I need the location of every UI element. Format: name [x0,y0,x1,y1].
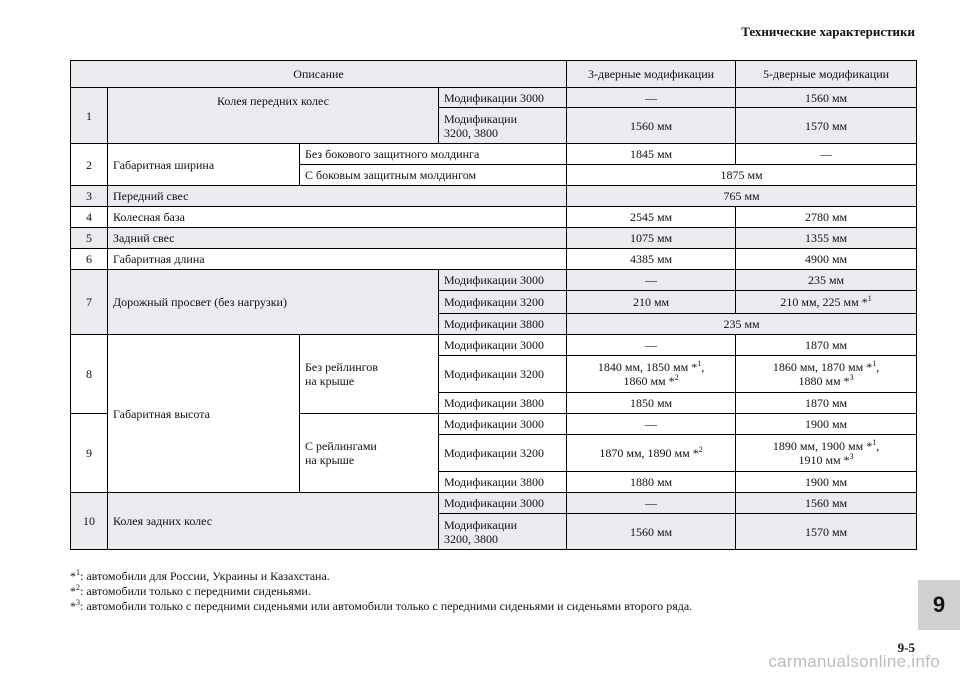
value-text: 210 мм, 225 мм * [780,295,868,309]
value-3door: 1845 мм [567,144,736,165]
footnote-number: 3 [76,598,80,607]
modification-cell: Модификации 3000 [439,335,567,356]
footnote-number: 2 [76,583,80,592]
modification-cell: Модификации 3200, 3800 [439,514,567,550]
value-text: 1890 мм, 1900 мм * [772,439,873,453]
row-number: 1 [71,88,108,144]
value-3door: 4385 мм [567,249,736,270]
row-number: 7 [71,270,108,335]
col-header-description: Описание [71,61,567,88]
footnote-ref: 1 [867,294,872,303]
value-5door: 1900 мм [736,414,917,435]
footnote-ref: 1 [872,438,877,447]
row-label: Габаритная длина [108,249,567,270]
row-number: 10 [71,493,108,550]
value-3door [567,435,736,472]
modification-cell: Модификации 3200, 3800 [439,108,567,144]
row-number: 2 [71,144,108,186]
value-3door: 1075 мм [567,228,736,249]
col-header-5door: 5-дверные модификации [736,61,917,88]
table-header-row [71,61,917,88]
row-label: Передний свес [108,186,567,207]
footnote-text: : автомобили только с передними сиденьями. [80,584,311,598]
value-5door: 1860 мм, 1870 мм *$^1$, 1880 мм *$^3$ [736,356,917,393]
modification-cell: Модификации 3200 [439,291,567,314]
footnotes [70,569,692,614]
footnote-mark: * [70,569,76,583]
modification-cell: Модификации 3000 [439,414,567,435]
row-number: 3 [71,186,108,207]
page-number: 9-5 [897,640,915,655]
value-3door: 1560 мм [567,108,736,144]
footnote [70,584,692,599]
watermark: carmanualsonline.info [768,652,940,671]
footnote-ref: 1 [697,359,702,368]
value-3door: — [567,335,736,356]
value-3door: 1840 мм, 1850 мм *$^1$, 1860 мм *$^2$ [567,356,736,393]
footnote-mark: * [70,599,76,613]
value-both: 235 мм [567,314,917,335]
modification-cell: С боковым защитным молдингом [300,165,567,186]
row-label: Задний свес [108,228,567,249]
table-row [71,228,917,249]
value-3door: — [567,88,736,108]
row-label: Габаритная ширина [108,144,300,186]
row-number: 6 [71,249,108,270]
footnote-mark: * [70,584,76,598]
col-header-3door: 3-дверные модификации [567,61,736,88]
section-title: Технические характеристики [741,24,915,39]
modification-cell: Модификации 3800 [439,393,567,414]
value-5door: 4900 мм [736,249,917,270]
row-number: 5 [71,228,108,249]
footnote [70,599,692,614]
footnote-ref: 3 [849,373,854,382]
value-3door: 1880 мм [567,472,736,493]
value-3door: 210 мм [567,291,736,314]
value-5door: 1900 мм [736,472,917,493]
row-label: Колесная база [108,207,567,228]
table-row [71,88,917,108]
row-label: Колея передних колес [108,88,439,144]
value-3door: — [567,414,736,435]
modification-cell: Модификации 3800 [439,314,567,335]
roof-rails-label: Без рейлингов на крыше [300,335,439,414]
value-3door: 2545 мм [567,207,736,228]
value-5door [736,291,917,314]
value-5door: 1870 мм [736,335,917,356]
value-5door: 1570 мм [736,108,917,144]
modification-cell: Модификации 3000 [439,270,567,291]
table-row [71,493,917,514]
row-label: Дорожный просвет (без нагрузки) [108,270,439,335]
table-row [71,335,917,356]
modification-cell: Модификации 3200 [439,356,567,393]
value-both: 765 мм [567,186,917,207]
value-5door: 1890 мм, 1900 мм *$^1$, 1910 мм *$^3$ [736,435,917,472]
table-row [71,249,917,270]
value-text: 1840 мм, 1850 мм * [597,360,698,374]
value-3door: — [567,493,736,514]
value-3door: — [567,270,736,291]
value-5door: 1560 мм [736,493,917,514]
value-3door: 1850 мм [567,393,736,414]
modification-cell: Модификации 3000 [439,88,567,108]
table-row [71,207,917,228]
table-row [71,186,917,207]
row-number: 9 [71,414,108,493]
row-label: Колея задних колес [108,493,439,550]
footnote-text: : автомобили для России, Украины и Казахстана. [80,569,330,583]
value-3door: 1560 мм [567,514,736,550]
row-number: 8 [71,335,108,414]
modification-cell: Без бокового защитного молдинга [300,144,567,165]
value-5door: 235 мм [736,270,917,291]
value-5door: 1870 мм [736,393,917,414]
roof-rails-label: С рейлингами на крыше [300,414,439,493]
section-tab: 9 [918,580,960,630]
value-text: 1860 мм * [623,374,675,388]
value-text: 1870 мм, 1890 мм * [599,446,699,460]
modification-cell: Модификации 3800 [439,472,567,493]
value-text: 1880 мм * [798,374,850,388]
footnote-ref: 1 [872,359,877,368]
spec-table [70,60,917,550]
footnote-text: : автомобили только с передними сиденьями или автомобили только с передними сиденьями и сиденьями второго ряда. [80,599,693,613]
value-text: 1910 мм * [798,453,850,467]
value-5door: 2780 мм [736,207,917,228]
footnote-number: 1 [76,568,80,577]
footnote-ref: 2 [674,373,679,382]
table-row [71,144,917,165]
footnote [70,569,692,584]
value-5door: 1560 мм [736,88,917,108]
value-5door: 1355 мм [736,228,917,249]
modification-cell: Модификации 3200 [439,435,567,472]
table-row [71,270,917,291]
row-label: Габаритная высота [108,335,300,493]
value-text: 1860 мм, 1870 мм * [772,360,873,374]
footnote-ref: 3 [849,452,854,461]
value-both: 1875 мм [567,165,917,186]
footnote-ref: 2 [698,445,703,454]
value-5door: — [736,144,917,165]
modification-cell: Модификации 3000 [439,493,567,514]
value-5door: 1570 мм [736,514,917,550]
row-number: 4 [71,207,108,228]
